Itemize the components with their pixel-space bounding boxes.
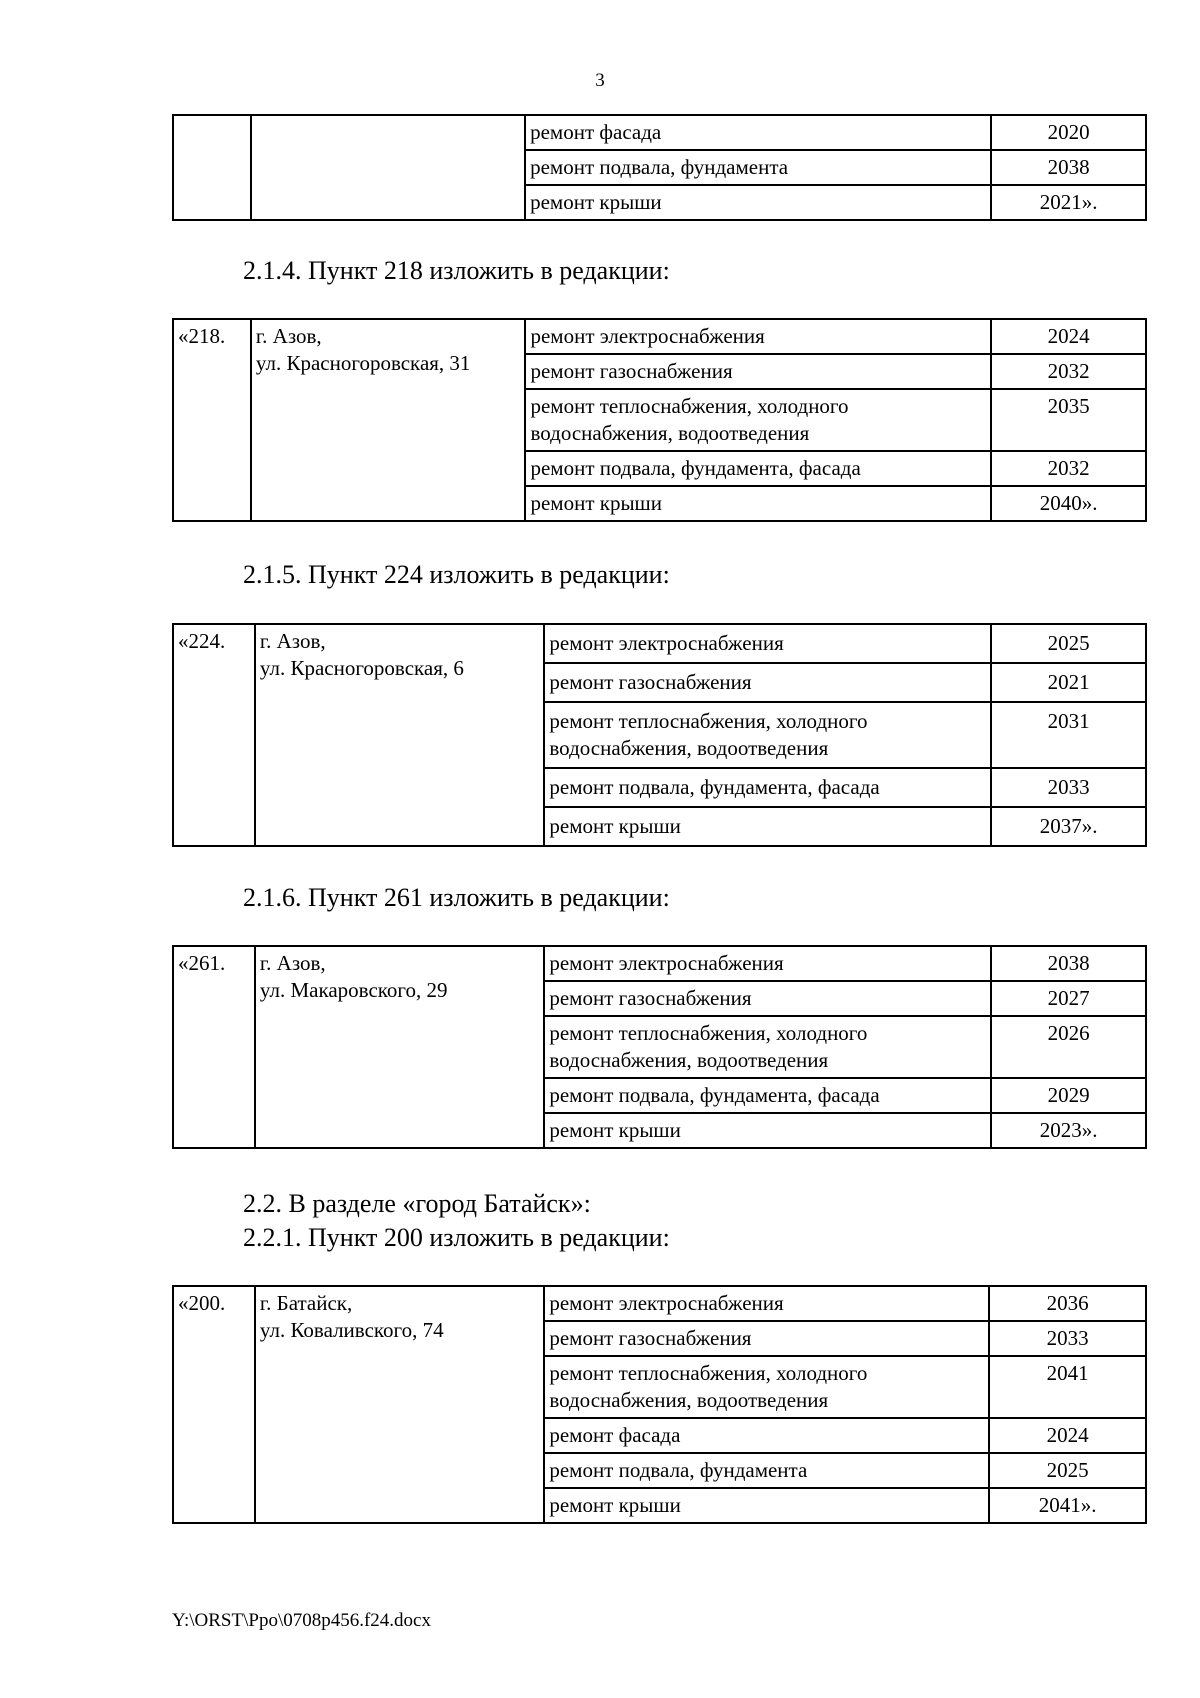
table-row bbox=[173, 115, 1146, 150]
work-cell: ремонт крыши bbox=[525, 486, 991, 521]
address-cell bbox=[255, 624, 545, 846]
work-cell: ремонт подвала, фундамента bbox=[544, 1453, 989, 1488]
year-cell: 2032 bbox=[991, 354, 1146, 389]
work-cell: ремонт подвала, фундамента, фасада bbox=[544, 1078, 991, 1113]
continuation-table bbox=[172, 114, 1147, 221]
work-cell: ремонт подвала, фундамента, фасада bbox=[544, 768, 991, 807]
work-line: водоснабжения, водоотведения bbox=[549, 736, 829, 760]
item-number: «224. bbox=[173, 624, 255, 846]
item-number: «261. bbox=[173, 946, 255, 1148]
item-number: «218. bbox=[173, 319, 251, 521]
item-200-table bbox=[172, 1285, 1147, 1524]
work-line: ремонт теплоснабжения, холодного bbox=[549, 709, 868, 733]
table-row bbox=[173, 1286, 1146, 1321]
work-cell: ремонт подвала, фундамента bbox=[525, 150, 991, 185]
work-cell bbox=[544, 702, 991, 768]
item-218-table bbox=[172, 318, 1147, 522]
work-cell bbox=[544, 1016, 991, 1078]
work-line: ремонт теплоснабжения, холодного bbox=[549, 1021, 868, 1045]
work-line: ремонт теплоснабжения, холодного bbox=[549, 1361, 868, 1385]
year-cell: 2027 bbox=[991, 981, 1146, 1016]
work-cell: ремонт электроснабжения bbox=[544, 1286, 989, 1321]
work-line: водоснабжения, водоотведения bbox=[530, 421, 810, 445]
item-261-table bbox=[172, 945, 1147, 1149]
year-cell: 2041». bbox=[989, 1488, 1146, 1523]
work-cell: ремонт крыши bbox=[544, 1488, 989, 1523]
address-city: г. Азов, bbox=[255, 324, 322, 348]
year-cell: 2035 bbox=[991, 389, 1146, 451]
year-cell: 2024 bbox=[991, 319, 1146, 354]
year-cell: 2020 bbox=[991, 115, 1146, 150]
table-row bbox=[173, 319, 1146, 354]
work-cell: ремонт крыши bbox=[544, 807, 991, 846]
section-heading: 2.2.1. Пункт 200 изложить в редакции: bbox=[243, 1223, 670, 1252]
year-cell: 2038 bbox=[991, 946, 1146, 981]
address-street: ул. Коваливского, 74 bbox=[259, 1318, 444, 1342]
year-cell: 2041 bbox=[989, 1356, 1146, 1418]
work-line: ремонт теплоснабжения, холодного bbox=[530, 394, 849, 418]
section-heading: 2.1.4. Пункт 218 изложить в редакции: bbox=[243, 256, 670, 285]
year-cell: 2038 bbox=[991, 150, 1146, 185]
work-cell: ремонт подвала, фундамента, фасада bbox=[525, 451, 991, 486]
year-cell: 2031 bbox=[991, 702, 1146, 768]
work-cell bbox=[544, 1356, 989, 1418]
year-cell: 2026 bbox=[991, 1016, 1146, 1078]
work-cell: ремонт газоснабжения bbox=[544, 663, 991, 702]
work-cell bbox=[525, 389, 991, 451]
address-cell bbox=[251, 319, 526, 521]
year-cell: 2025 bbox=[989, 1453, 1146, 1488]
page-number: 3 bbox=[595, 70, 605, 91]
item-number: «200. bbox=[173, 1286, 255, 1523]
item-224-table bbox=[172, 623, 1147, 847]
work-cell: ремонт фасада bbox=[544, 1418, 989, 1453]
address-street: ул. Макаровского, 29 bbox=[259, 978, 448, 1002]
work-cell: ремонт электроснабжения bbox=[544, 946, 991, 981]
address-street: ул. Красногоровская, 6 bbox=[259, 656, 464, 680]
year-cell: 2037». bbox=[991, 807, 1146, 846]
address-city: г. Батайск, bbox=[259, 1291, 353, 1315]
work-cell: ремонт крыши bbox=[544, 1113, 991, 1148]
num-cell bbox=[173, 115, 251, 220]
year-cell: 2033 bbox=[991, 768, 1146, 807]
work-cell: ремонт газоснабжения bbox=[544, 1321, 989, 1356]
address-city: г. Азов, bbox=[259, 951, 326, 975]
work-cell: ремонт электроснабжения bbox=[544, 624, 991, 663]
section-heading: 2.1.6. Пункт 261 изложить в редакции: bbox=[243, 883, 670, 912]
address-cell bbox=[255, 946, 544, 1148]
address-street: ул. Красногоровская, 31 bbox=[255, 351, 471, 375]
year-cell: 2040». bbox=[991, 486, 1146, 521]
work-cell: ремонт крыши bbox=[525, 185, 991, 220]
year-cell: 2025 bbox=[991, 624, 1146, 663]
work-cell: ремонт фасада bbox=[525, 115, 991, 150]
work-cell: ремонт электроснабжения bbox=[525, 319, 991, 354]
address-cell bbox=[251, 115, 525, 220]
address-cell bbox=[255, 1286, 544, 1523]
work-line: водоснабжения, водоотведения bbox=[549, 1388, 829, 1412]
work-cell: ремонт газоснабжения bbox=[525, 354, 991, 389]
year-cell: 2021 bbox=[991, 663, 1146, 702]
table-row bbox=[173, 624, 1146, 663]
year-cell: 2033 bbox=[989, 1321, 1146, 1356]
year-cell: 2023». bbox=[991, 1113, 1146, 1148]
section-heading: 2.2. В разделе «город Батайск»: bbox=[243, 1189, 591, 1218]
address-city: г. Азов, bbox=[259, 629, 326, 653]
footer-file-path: Y:\ORST\Ppo\0708p456.f24.docx bbox=[172, 1610, 431, 1631]
work-line: водоснабжения, водоотведения bbox=[549, 1048, 829, 1072]
year-cell: 2032 bbox=[991, 451, 1146, 486]
year-cell: 2036 bbox=[989, 1286, 1146, 1321]
table-row bbox=[173, 946, 1146, 981]
year-cell: 2024 bbox=[989, 1418, 1146, 1453]
section-heading: 2.1.5. Пункт 224 изложить в редакции: bbox=[243, 560, 670, 589]
work-cell: ремонт газоснабжения bbox=[544, 981, 991, 1016]
year-cell: 2029 bbox=[991, 1078, 1146, 1113]
year-cell: 2021». bbox=[991, 185, 1146, 220]
